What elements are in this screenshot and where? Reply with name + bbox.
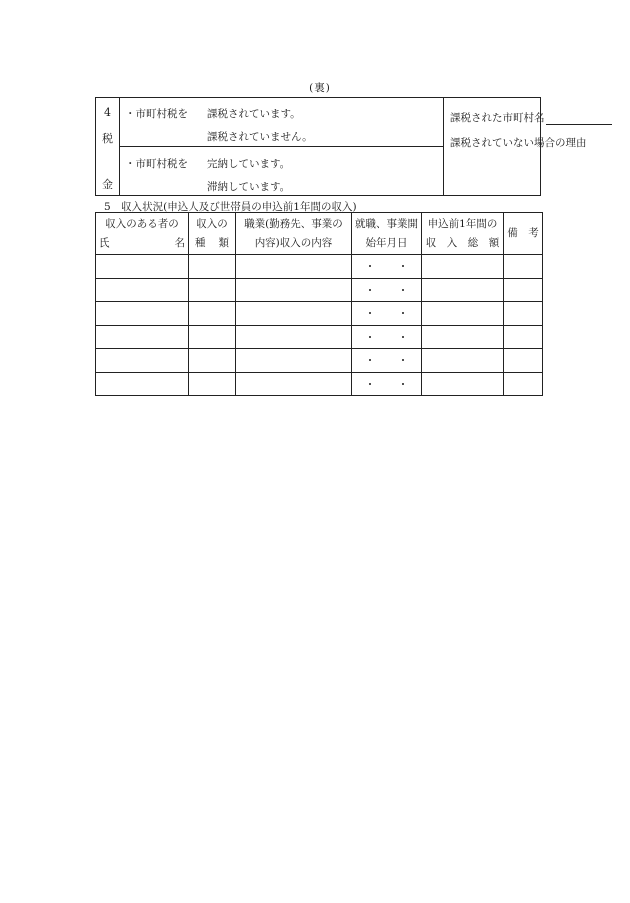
cell-occupation[interactable] <box>236 349 352 373</box>
municipal-tax-label-2: ・市町村税を <box>125 158 188 170</box>
cell-name[interactable] <box>96 325 189 349</box>
cell-occupation[interactable] <box>236 302 352 326</box>
cell-name[interactable] <box>96 372 189 396</box>
cell-start-date[interactable]: ・ ・ <box>352 372 422 396</box>
table-row <box>96 325 543 349</box>
cell-start-date[interactable]: ・ ・ <box>352 325 422 349</box>
cell-occupation[interactable] <box>236 372 352 396</box>
paid-in-full-option[interactable]: 完納しています。 <box>207 158 291 170</box>
table-row <box>96 372 543 396</box>
header-total-income: 申込前1年間の 収 入 総 額 <box>422 213 504 255</box>
cell-total-income[interactable] <box>422 255 504 279</box>
cell-total-income[interactable] <box>422 278 504 302</box>
cell-income-type[interactable] <box>189 278 236 302</box>
municipal-tax-label: ・市町村税を <box>125 108 188 120</box>
not-taxed-option[interactable]: 課税されていません。 <box>207 131 313 143</box>
cell-remarks[interactable] <box>504 278 543 302</box>
table-row <box>96 255 543 279</box>
cell-income-type[interactable] <box>189 325 236 349</box>
tax-label-column <box>96 98 120 195</box>
table-row <box>96 302 543 326</box>
cell-total-income[interactable] <box>422 349 504 373</box>
taxed-municipality-label: 課税された市町村名 <box>450 112 545 124</box>
cell-total-income[interactable] <box>422 302 504 326</box>
taxed-municipality-field[interactable] <box>450 110 612 125</box>
header-start-date: 就職、事業開 始年月日 <box>352 213 422 255</box>
cell-name[interactable] <box>96 302 189 326</box>
income-table <box>95 212 543 396</box>
cell-start-date[interactable]: ・ ・ <box>352 349 422 373</box>
tax-details <box>443 98 587 195</box>
tax-section-number: 4 <box>104 106 111 119</box>
tax-divider <box>119 146 443 147</box>
cell-income-type[interactable] <box>189 349 236 373</box>
table-row <box>96 278 543 302</box>
cell-occupation[interactable] <box>236 325 352 349</box>
page-side-label: (裏) <box>309 82 331 94</box>
not-taxed-reason-label: 課税されていない場合の理由 <box>450 137 587 149</box>
municipal-tax-status <box>119 98 444 195</box>
tax-label-char-2: 金 <box>102 178 113 191</box>
taxed-municipality-blank[interactable] <box>546 113 612 125</box>
cell-name[interactable] <box>96 278 189 302</box>
cell-name[interactable] <box>96 255 189 279</box>
cell-remarks[interactable] <box>504 302 543 326</box>
cell-occupation[interactable] <box>236 255 352 279</box>
header-remarks: 備 考 <box>504 213 543 255</box>
cell-total-income[interactable] <box>422 325 504 349</box>
cell-remarks[interactable] <box>504 255 543 279</box>
tax-label-char-1: 税 <box>102 132 113 145</box>
cell-remarks[interactable] <box>504 372 543 396</box>
cell-name[interactable] <box>96 349 189 373</box>
cell-start-date[interactable]: ・ ・ <box>352 278 422 302</box>
cell-total-income[interactable] <box>422 372 504 396</box>
income-table-header <box>96 213 543 255</box>
header-name: 収入のある者の 氏 名 <box>96 213 189 255</box>
table-row <box>96 349 543 373</box>
cell-start-date[interactable]: ・ ・ <box>352 302 422 326</box>
cell-start-date[interactable]: ・ ・ <box>352 255 422 279</box>
cell-income-type[interactable] <box>189 372 236 396</box>
header-income-type: 収入の 種 類 <box>189 213 236 255</box>
taxed-option[interactable]: 課税されています。 <box>207 108 301 120</box>
header-occupation: 職業(勤務先、事業の 内容)収入の内容 <box>236 213 352 255</box>
cell-income-type[interactable] <box>189 302 236 326</box>
cell-remarks[interactable] <box>504 325 543 349</box>
delinquent-option[interactable]: 滞納しています。 <box>207 181 291 193</box>
income-section-title: 5 収入状況(申込人及び世帯員の申込前1年間の収入) <box>104 201 357 213</box>
cell-occupation[interactable] <box>236 278 352 302</box>
cell-remarks[interactable] <box>504 349 543 373</box>
cell-income-type[interactable] <box>189 255 236 279</box>
tax-section <box>95 97 587 196</box>
